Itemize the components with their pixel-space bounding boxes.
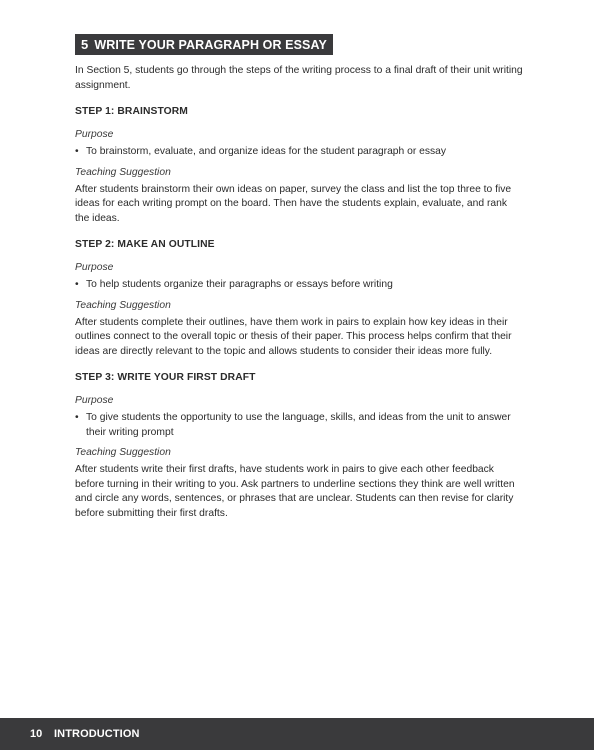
- purpose-label: Purpose: [75, 395, 114, 406]
- section-banner: [75, 34, 333, 55]
- section-intro: In Section 5, students go through the steps of the writing process to a final draft of their unit writing assignment.: [75, 65, 523, 91]
- step-1: [75, 105, 523, 226]
- footer-section-name: INTRODUCTION: [54, 728, 140, 740]
- step-2: [75, 238, 523, 359]
- step-heading: STEP 2: MAKE AN OUTLINE: [75, 239, 215, 250]
- bullet-marker: •: [75, 279, 79, 290]
- step-3: [75, 371, 523, 521]
- teaching-suggestion-text: After students write their first drafts, have students work in pairs to give each other feedback before turning in their writing to you. Ask partners to underline sections they think are well written and circle any words, sentences, or phrases that are unclear. Students can then revise for clarity before submitting their first drafts.: [75, 464, 515, 519]
- purpose-label: Purpose: [75, 129, 114, 140]
- teaching-suggestion-label: Teaching Suggestion: [75, 447, 171, 458]
- bullet-marker: •: [75, 412, 79, 423]
- page-content: [75, 34, 523, 521]
- section-title: WRITE YOUR PARAGRAPH OR ESSAY: [94, 38, 327, 52]
- teaching-suggestion-text: After students complete their outlines, have them work in pairs to explain how key ideas in their outlines connect to the overall topic or thesis of their paper. This process helps confirm that their ideas are directly relevant to the topic and allows students to consider their ideas more fully.: [75, 316, 512, 357]
- teaching-suggestion-label: Teaching Suggestion: [75, 166, 171, 178]
- purpose-text: To help students organize their paragraphs or essays before writing: [86, 279, 393, 290]
- purpose-bullet: [75, 145, 523, 160]
- section-number: 5: [81, 37, 89, 52]
- teaching-suggestion-text: After students brainstorm their own ideas on paper, survey the class and list the top three to five ideas for each writing prompt on the board. Then have the students explain, evaluate, and rank the ideas.: [75, 183, 512, 224]
- step-heading: STEP 1: BRAINSTORM: [75, 106, 188, 117]
- teaching-suggestion-label: Teaching Suggestion: [75, 299, 171, 311]
- bullet-marker: •: [75, 146, 79, 157]
- page-number: 10: [30, 728, 43, 740]
- page-footer: [0, 718, 594, 750]
- step-heading: STEP 3: WRITE YOUR FIRST DRAFT: [75, 372, 256, 383]
- purpose-text: To give students the opportunity to use the language, skills, and ideas from the unit to answer their writing prompt: [86, 412, 511, 438]
- purpose-bullet: [75, 278, 523, 293]
- purpose-text: To brainstorm, evaluate, and organize ideas for the student paragraph or essay: [86, 146, 447, 157]
- purpose-bullet: [75, 411, 523, 440]
- purpose-label: Purpose: [75, 262, 114, 273]
